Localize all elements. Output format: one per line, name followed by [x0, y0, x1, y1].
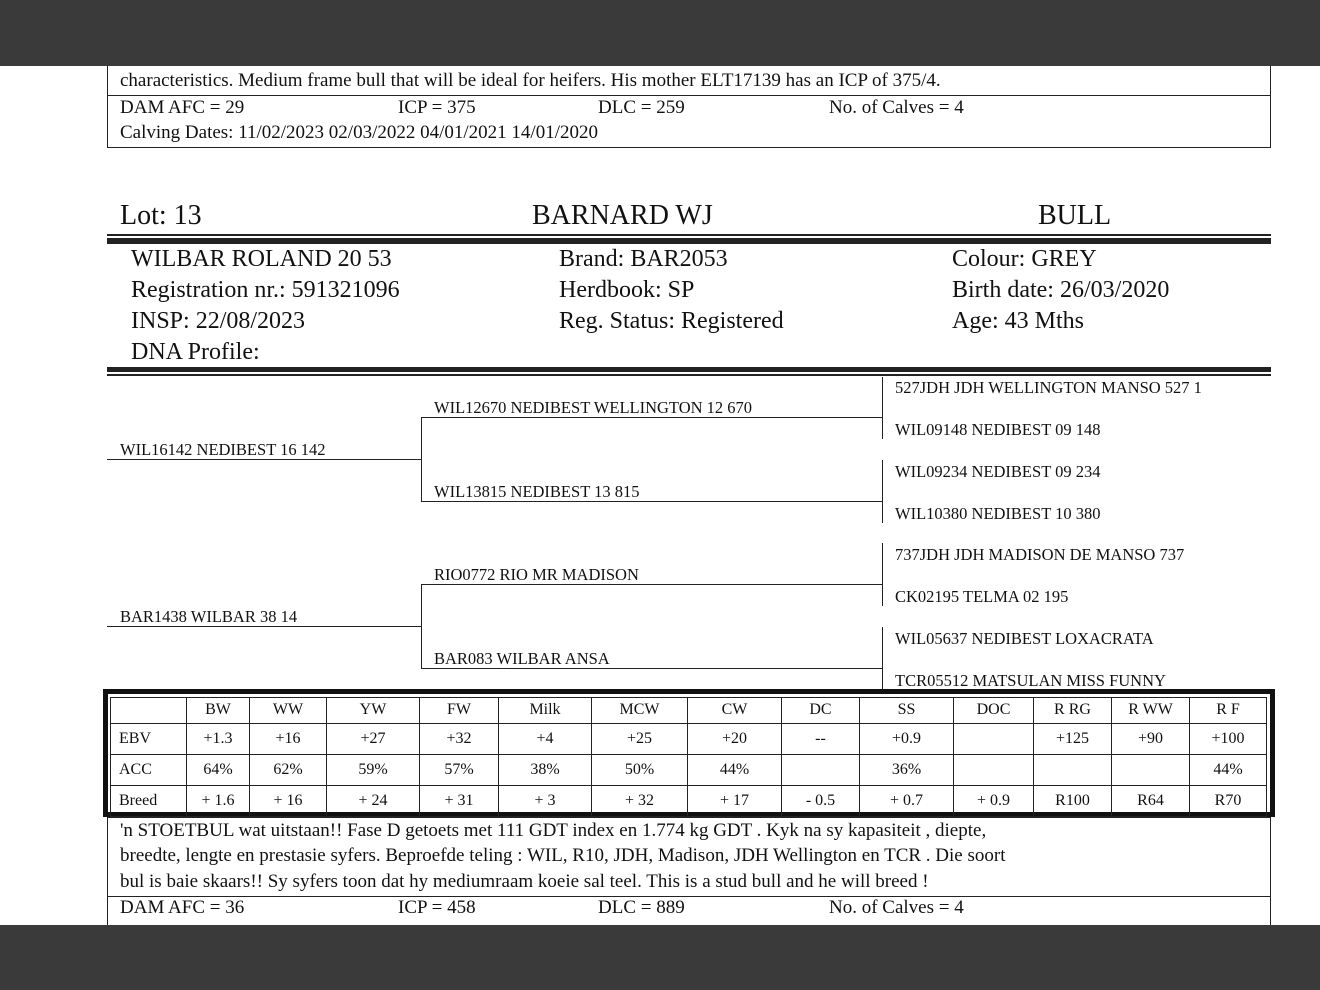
ebv-header-cell: Milk — [499, 698, 592, 724]
ebv-header-cell: R F — [1190, 698, 1267, 724]
ebv-row-breed — [111, 785, 1267, 816]
ebv-cell: +90 — [1112, 723, 1190, 754]
ebv-cell: + 24 — [327, 785, 420, 816]
ebv-cell — [1112, 754, 1190, 785]
ebv-header-cell — [111, 698, 187, 724]
ebv-cell — [782, 754, 860, 785]
ebv-row-label: EBV — [111, 723, 187, 754]
dam-icp: ICP = 458 — [398, 897, 476, 918]
ebv-cell: + 0.7 — [860, 785, 954, 816]
age: Age: 43 Mths — [952, 308, 1084, 334]
pedigree-dam-dam: BAR083 WILBAR ANSA — [434, 649, 610, 668]
ebv-cell: - 0.5 — [782, 785, 860, 816]
ebv-cell: R70 — [1190, 785, 1267, 816]
ebv-cell: -- — [782, 723, 860, 754]
remarks-divider — [107, 896, 1271, 897]
pedigree-ggp-8: TCR05512 MATSULAN MISS FUNNY — [895, 671, 1166, 690]
pedigree-line — [421, 668, 882, 669]
ebv-header-cell: YW — [327, 698, 420, 724]
herdbook: Herdbook: SP — [559, 277, 695, 303]
remarks-line-1: 'n STOETBUL wat uitstaan!! Fase D getoets met 111 GDT index en 1.774 kg GDT . Kyk na sy kapasiteit , diepte, — [120, 820, 987, 841]
pedigree-ggp-2: WIL09148 NEDIBEST 09 148 — [895, 420, 1101, 439]
details-rule-thick — [107, 367, 1271, 372]
remarks-line-3: bul is baie skaars!! Sy syfers toon dat hy mediumraam koeie sal teel. This is a stud bull and he will breed ! — [120, 871, 929, 892]
pedigree-sire-sire: WIL12670 NEDIBEST WELLINGTON 12 670 — [434, 398, 753, 417]
header-rule-thin — [107, 234, 1271, 236]
pedigree-ggp-1: 527JDH JDH WELLINGTON MANSO 527 1 — [895, 378, 1202, 397]
pedigree-sire-dam: WIL13815 NEDIBEST 13 815 — [434, 482, 640, 501]
ebv-cell: 36% — [860, 754, 954, 785]
ebv-row-label: Breed — [111, 785, 187, 816]
ebv-cell: +25 — [592, 723, 688, 754]
viewer-bottom-bar — [0, 925, 1320, 990]
pedigree-line — [882, 627, 883, 690]
prev-dlc: DLC = 259 — [598, 97, 685, 118]
ebv-cell: 59% — [327, 754, 420, 785]
pedigree-ggp-6: CK02195 TELMA 02 195 — [895, 587, 1069, 606]
ebv-cell: + 0.9 — [954, 785, 1034, 816]
ebv-cell: 62% — [250, 754, 327, 785]
pedigree-line — [107, 626, 422, 627]
ebv-cell: R64 — [1112, 785, 1190, 816]
pedigree-line — [107, 459, 422, 460]
ebv-cell: R100 — [1034, 785, 1112, 816]
ebv-cell: + 3 — [499, 785, 592, 816]
pedigree-line — [421, 417, 882, 418]
ebv-cell: 57% — [420, 754, 499, 785]
prev-calves: No. of Calves = 4 — [829, 97, 964, 118]
prev-icp: ICP = 375 — [398, 97, 476, 118]
ebv-cell: + 1.6 — [187, 785, 250, 816]
ebv-header-cell: DOC — [954, 698, 1034, 724]
prev-lot-divider — [107, 95, 1271, 96]
ebv-row-acc — [111, 754, 1267, 785]
pedigree-ggp-7: WIL05637 NEDIBEST LOXACRATA — [895, 629, 1154, 648]
ebv-cell: +4 — [499, 723, 592, 754]
ebv-cell: +32 — [420, 723, 499, 754]
ebv-header-cell: SS — [860, 698, 954, 724]
animal-name: WILBAR ROLAND 20 53 — [131, 246, 392, 272]
ebv-table — [110, 697, 1267, 817]
ebv-cell: + 16 — [250, 785, 327, 816]
ebv-header-cell: R WW — [1112, 698, 1190, 724]
ebv-header-cell: R RG — [1034, 698, 1112, 724]
prev-lot-remarks-line: characteristics. Medium frame bull that will be ideal for heifers. His mother ELT17139 has an ICP of 375/4. — [120, 70, 941, 91]
registration-number: Registration nr.: 591321096 — [131, 277, 400, 303]
dna-profile: DNA Profile: — [131, 339, 260, 365]
pedigree-sire: WIL16142 NEDIBEST 16 142 — [120, 440, 326, 459]
birth-date: Birth date: 26/03/2020 — [952, 277, 1170, 303]
reg-status: Reg. Status: Registered — [559, 308, 784, 334]
ebv-header-cell: DC — [782, 698, 860, 724]
pedigree-ggp-5: 737JDH JDH MADISON DE MANSO 737 — [895, 545, 1185, 564]
inspection-date: INSP: 22/08/2023 — [131, 308, 306, 334]
pedigree-line — [421, 585, 422, 669]
ebv-header-cell: MCW — [592, 698, 688, 724]
ebv-row-label: ACC — [111, 754, 187, 785]
colour: Colour: GREY — [952, 246, 1097, 272]
pedigree-ggp-3: WIL09234 NEDIBEST 09 234 — [895, 462, 1101, 481]
ebv-cell: 50% — [592, 754, 688, 785]
pedigree-line — [882, 543, 883, 606]
ebv-cell: +27 — [327, 723, 420, 754]
pedigree-ggp-4: WIL10380 NEDIBEST 10 380 — [895, 504, 1101, 523]
ebv-header-cell: FW — [420, 698, 499, 724]
dam-calves: No. of Calves = 4 — [829, 897, 964, 918]
ebv-cell: +20 — [688, 723, 782, 754]
brand: Brand: BAR2053 — [559, 246, 728, 272]
dam-dlc: DLC = 889 — [598, 897, 685, 918]
dam-afc: DAM AFC = 36 — [120, 897, 245, 918]
ebv-cell: + 32 — [592, 785, 688, 816]
ebv-cell — [954, 754, 1034, 785]
pedigree-line — [421, 501, 882, 502]
lot-number: Lot: 13 — [120, 200, 202, 231]
ebv-cell: + 31 — [420, 785, 499, 816]
ebv-row-ebv — [111, 723, 1267, 754]
pedigree-dam-sire: RIO0772 RIO MR MADISON — [434, 565, 639, 584]
viewer-top-bar — [0, 0, 1320, 66]
ebv-header-cell: CW — [688, 698, 782, 724]
header-rule-thick — [107, 238, 1271, 244]
ebv-cell: 38% — [499, 754, 592, 785]
pedigree-line — [421, 584, 882, 585]
ebv-cell: 44% — [1190, 754, 1267, 785]
pedigree-dam: BAR1438 WILBAR 38 14 — [120, 607, 298, 626]
lot-category: BULL — [1038, 200, 1112, 231]
ebv-cell — [1034, 754, 1112, 785]
pedigree-line — [421, 418, 422, 501]
pedigree-line — [882, 377, 883, 439]
ebv-cell — [954, 723, 1034, 754]
ebv-cell: + 17 — [688, 785, 782, 816]
prev-dam-afc: DAM AFC = 29 — [120, 97, 245, 118]
ebv-header-row — [111, 698, 1267, 724]
prev-calving-dates: Calving Dates: 11/02/2023 02/03/2022 04/01/2021 14/01/2020 — [120, 122, 598, 143]
pedigree-line — [882, 460, 883, 523]
ebv-header-cell: BW — [187, 698, 250, 724]
ebv-cell: +0.9 — [860, 723, 954, 754]
seller-name: BARNARD WJ — [532, 200, 713, 231]
remarks-line-2: breedte, lengte en prestasie syfers. Beproefde teling : WIL, R10, JDH, Madison, JDH Wellington en TCR . Die soort — [120, 845, 1006, 866]
ebv-cell: +1.3 — [187, 723, 250, 754]
ebv-cell: +100 — [1190, 723, 1267, 754]
ebv-cell: +125 — [1034, 723, 1112, 754]
details-rule-thin — [107, 374, 1271, 376]
ebv-cell: 64% — [187, 754, 250, 785]
ebv-cell: +16 — [250, 723, 327, 754]
ebv-cell: 44% — [688, 754, 782, 785]
ebv-header-cell: WW — [250, 698, 327, 724]
